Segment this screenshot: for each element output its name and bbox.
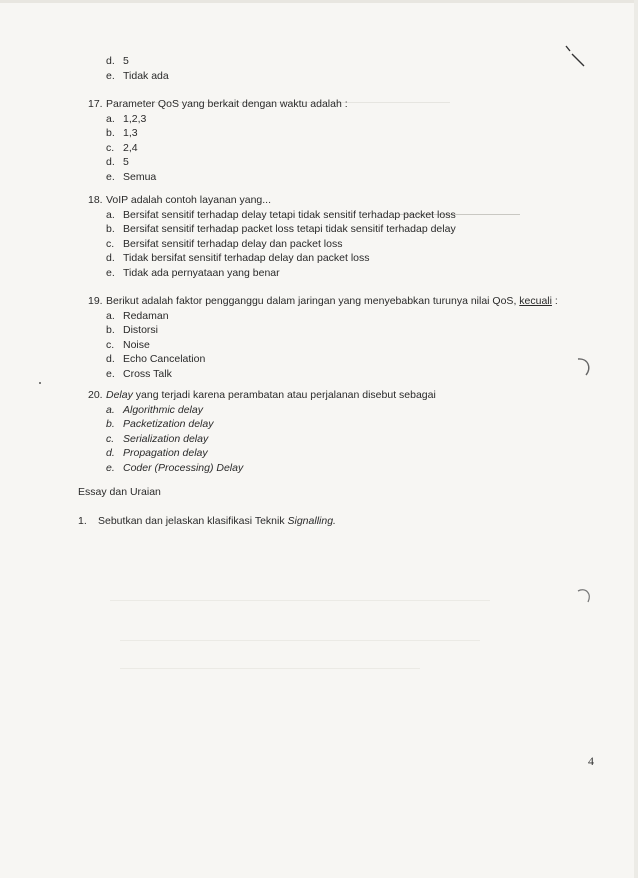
question-number: 19. <box>88 295 103 307</box>
scan-edge-right <box>634 0 638 878</box>
option-d <box>106 251 456 266</box>
option-list <box>106 208 456 281</box>
option-label: a. <box>106 403 115 416</box>
question-stem <box>88 97 348 112</box>
option-b <box>106 323 558 338</box>
question-number: 1. <box>78 515 87 527</box>
question-number: 18. <box>88 194 103 206</box>
option-text: 5 <box>123 55 129 67</box>
option-c <box>106 432 436 447</box>
bleed-through-line <box>110 600 490 601</box>
question-text: yang terjadi karena perambatan atau perjalanan disebut sebagai <box>132 389 436 401</box>
question-17 <box>88 97 348 184</box>
question-20 <box>88 388 436 475</box>
option-e <box>106 266 456 281</box>
option-text: Echo Cancelation <box>123 353 206 365</box>
question-stem <box>88 193 456 208</box>
option-text: Cross Talk <box>123 367 172 380</box>
question-number: 20. <box>88 389 103 401</box>
option-label: a. <box>106 208 115 221</box>
option-a <box>106 112 348 127</box>
page-number: 4 <box>588 754 594 768</box>
question-18 <box>88 193 456 280</box>
option-d <box>106 446 436 461</box>
option-text: 5 <box>123 156 129 168</box>
option-text: Coder (Processing) Delay <box>123 461 244 474</box>
option-list <box>106 112 348 185</box>
essay-question-1 <box>78 514 336 528</box>
option-label: e. <box>106 266 115 279</box>
option-label: c. <box>106 432 115 445</box>
option-label: d. <box>106 353 115 365</box>
option-text: Redaman <box>123 309 169 322</box>
option-label: a. <box>106 309 115 322</box>
option-label: e. <box>106 367 115 380</box>
question-keyword-italic: Delay <box>106 389 133 401</box>
option-text: Noise <box>123 338 150 351</box>
option-label: d. <box>106 252 115 264</box>
option-text: Algorithmic delay <box>123 403 203 416</box>
option-text: Propagation delay <box>123 447 208 459</box>
question-stem <box>88 294 558 309</box>
option-label: c. <box>106 338 115 351</box>
option-a <box>106 208 456 223</box>
bleed-through-line <box>120 640 480 641</box>
question-stem <box>88 388 436 403</box>
option-text: Bersifat sensitif terhadap packet loss tetapi tidak sensitif terhadap delay <box>123 223 456 235</box>
question-keyword-underlined: kecuali <box>519 295 552 307</box>
essay-heading: Essay dan Uraian <box>78 486 161 498</box>
option-label: d. <box>106 55 115 67</box>
option-list <box>106 403 436 476</box>
option-d <box>106 155 348 170</box>
prev-question-options <box>78 54 169 83</box>
option-c <box>106 237 456 252</box>
option-text: Tidak ada <box>123 69 169 82</box>
punch-hole-arc <box>574 586 594 608</box>
option-text: Bersifat sensitif terhadap delay tetapi tidak sensitif terhadap packet loss <box>123 208 456 221</box>
option-label: e. <box>106 461 115 474</box>
option-text: 1,2,3 <box>123 112 147 125</box>
option-text: Semua <box>123 170 157 183</box>
question-text: Parameter QoS yang berkait dengan waktu adalah : <box>106 98 348 110</box>
option-label: a. <box>106 112 115 125</box>
ink-dot <box>39 382 41 384</box>
option-text: 1,3 <box>123 127 138 139</box>
question-text: VoIP adalah contoh layanan yang... <box>106 194 272 206</box>
pen-mark <box>560 40 590 70</box>
option-d <box>106 54 169 69</box>
option-label: d. <box>106 447 115 459</box>
scan-shadow-top <box>0 0 638 3</box>
punch-hole-arc <box>574 356 594 378</box>
option-label: e. <box>106 170 115 183</box>
option-label: b. <box>106 223 115 235</box>
question-text-end: : <box>551 295 558 307</box>
option-label: d. <box>106 156 115 168</box>
option-d <box>106 352 558 367</box>
option-list <box>106 309 558 382</box>
question-keyword-italic: Signalling. <box>287 515 336 527</box>
option-text: Tidak bersifat sensitif terhadap delay dan packet loss <box>123 252 370 264</box>
option-label: c. <box>106 141 115 154</box>
option-label: b. <box>106 418 115 430</box>
option-text: Serialization delay <box>123 432 209 445</box>
bleed-through-line <box>120 668 420 669</box>
option-b <box>106 417 436 432</box>
option-label: b. <box>106 324 115 336</box>
option-text: Tidak ada pernyataan yang benar <box>123 266 280 279</box>
question-number: 17. <box>88 98 103 110</box>
option-b <box>106 126 348 141</box>
option-c <box>106 141 348 156</box>
option-label: e. <box>106 69 115 82</box>
option-b <box>106 222 456 237</box>
option-text: Packetization delay <box>123 418 214 430</box>
option-a <box>106 309 558 324</box>
option-label: c. <box>106 237 115 250</box>
option-c <box>106 338 558 353</box>
question-19 <box>88 294 558 381</box>
option-a <box>106 403 436 418</box>
option-e <box>106 170 348 185</box>
question-text: Berikut adalah faktor pengganggu dalam jaringan yang menyebabkan turunya nilai QoS, <box>106 295 517 307</box>
option-e <box>106 367 558 382</box>
option-text: Bersifat sensitif terhadap delay dan packet loss <box>123 237 343 250</box>
option-e <box>106 69 169 84</box>
option-text: Distorsi <box>123 324 159 336</box>
question-text: Sebutkan dan jelaskan klasifikasi Teknik <box>98 515 288 527</box>
option-text: 2,4 <box>123 141 138 154</box>
option-e <box>106 461 436 476</box>
option-label: b. <box>106 127 115 139</box>
